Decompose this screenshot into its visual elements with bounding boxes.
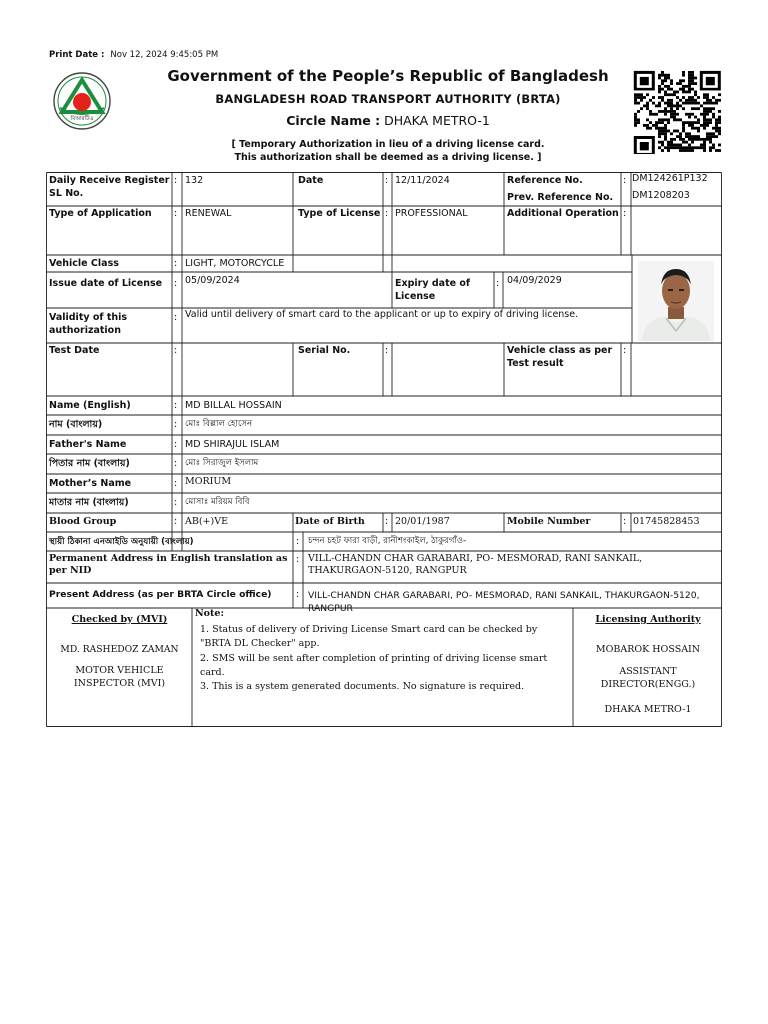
mobile-label: Mobile Number [507,516,591,527]
validity-label: Validity of this authorization [49,312,128,336]
colon: : [385,175,389,186]
colon: : [385,208,389,219]
licensing-authority-title: Licensing Authority [595,614,701,625]
mother-name-value: MORIUM [185,476,232,487]
authorization-notice: [ Temporary Authorization in lieu of a driving license card. This authorization shall be deemed as a driving license. ] [231,139,545,163]
colon: : [496,278,500,289]
colon: : [174,516,178,527]
expiry-date-label: Expiry date of License [395,278,471,302]
expiry-date-value: 04/09/2029 [507,275,562,286]
colon: : [174,458,178,469]
validity-value: Valid until delivery of smart card to the applicant or up to expiry of driving license. [185,309,579,320]
mother-name-bangla-label: মাতার নাম (বাংলায়) [49,497,129,508]
dob-label: Date of Birth [295,516,365,527]
date-value: 12/11/2024 [395,175,450,186]
colon: : [623,208,627,219]
note-item-3: 3. This is a system generated documents. No signature is required. [200,681,525,692]
govt-title: Government of the People’s Republic of Bangladesh [167,67,609,85]
permanent-address-english-label: Permanent Address in English translation as per NID [49,553,288,576]
colon: : [174,400,178,411]
colon: : [174,345,178,356]
name-english-label: Name (English) [49,400,131,411]
name-bangla-value: মোঃ বিল্লাল হোসেন [185,419,253,429]
present-address-value: VILL-CHANDN CHAR GARABARI, PO- MESMORAD, RANI SANKAIL, THAKURGAON-5120, RANGPUR [308,590,700,614]
colon: : [174,278,178,289]
vehicle-class-label: Vehicle Class [49,258,119,269]
issue-date-label: Issue date of License [49,278,163,289]
dob-value: 20/01/1987 [395,516,450,527]
logo-caption: বিআরটিএ [70,116,94,122]
father-name-value: MD SHIRAJUL ISLAM [185,439,280,450]
permanent-address-bangla-label: স্থায়ী ঠিকানা এনআইডি অনুযায়ী (বাংলায়) [49,537,194,547]
name-bangla-label: নাম (বাংলায়) [49,419,103,430]
circle-name: Circle Name : DHAKA METRO-1 [286,113,490,128]
qr-code [632,70,722,154]
licensing-authority-circle: DHAKA METRO-1 [604,704,692,715]
blood-group-value: AB(+)VE [185,516,229,527]
colon: : [385,345,389,356]
authority-title: BANGLADESH ROAD TRANSPORT AUTHORITY (BRTA) [215,92,561,106]
brta-logo [50,72,114,132]
reference-value: DM124261P132 [632,173,708,184]
test-date-label: Test Date [49,345,100,356]
father-name-bangla-label: পিতার নাম (বাংলায়) [49,458,130,469]
colon: : [623,345,627,356]
colon: : [174,258,178,269]
colon: : [385,516,389,527]
name-english-value: MD BILLAL HOSSAIN [185,400,282,411]
note-item-1: 1. Status of delivery of Driving License Smart card can be checked by "BRTA DL Checker" app. [200,624,538,649]
license-type-value: PROFESSIONAL [395,208,468,219]
colon: : [174,478,178,489]
mother-name-bangla-value: মোসাঃ মরিয়ম বিবি [185,497,250,507]
checked-by-name: MD. RASHEDOZ ZAMAN [60,644,179,655]
father-name-label: Father's Name [49,439,127,450]
mother-name-label: Mother’s Name [49,478,132,489]
colon: : [174,175,178,186]
applicant-photo [638,261,714,341]
checked-by-role: MOTOR VEHICLE INSPECTOR (MVI) [73,665,166,689]
note-title: Note: [195,608,224,619]
checked-by-title: Checked by (MVI) [71,614,168,625]
serial-label: Serial No. [298,345,351,356]
licensing-authority-name: MOBAROK HOSSAIN [595,644,701,655]
issue-date-value: 05/09/2024 [185,275,240,286]
reference-label: Reference No. [507,175,583,186]
father-name-bangla-value: মোঃ সিরাজুল ইসলাম [185,458,259,468]
permanent-address-english-value: VILL-CHANDN CHAR GARABARI, PO- MESMORAD, RANI SANKAIL, THAKURGAON-5120, RANGPUR [308,553,643,576]
additional-operation-label: Additional Operation [507,208,619,219]
colon: : [623,175,627,186]
blood-group-label: Blood Group [49,516,117,527]
colon: : [174,312,178,323]
register-value: 132 [185,175,204,186]
prev-reference-label: Prev. Reference No. [507,192,614,203]
colon: : [623,516,627,527]
note-item-2: 2. SMS will be sent after completion of printing of driving license smart card. [200,653,548,678]
colon: : [174,419,178,430]
register-label: Daily Receive Register SL No. [49,175,170,199]
colon: : [174,497,178,508]
colon: : [296,589,300,600]
vehicle-test-label: Vehicle class as per Test result [507,345,613,369]
colon: : [296,536,300,547]
application-type-label: Type of Application [49,208,152,219]
mobile-value: 01745828453 [633,516,700,527]
vehicle-class-value: LIGHT, MOTORCYCLE [185,258,285,269]
colon: : [296,554,300,565]
permanent-address-bangla-value: চন্দন চহট ফারা বাড়ী, রানীশংকাইল, ঠাকুরগাঁও- [308,536,467,546]
application-type-value: RENEWAL [185,208,232,219]
present-address-label: Present Address (as per BRTA Circle office) [49,589,272,600]
colon: : [174,208,178,219]
date-label: Date [298,175,324,186]
licensing-authority-role: ASSISTANT DIRECTOR(ENGG.) [600,666,696,690]
prev-reference-value: DM1208203 [632,190,690,201]
colon: : [174,439,178,450]
license-type-label: Type of License [298,208,381,219]
print-date: Print Date : Nov 12, 2024 9:45:05 PM [49,50,219,60]
